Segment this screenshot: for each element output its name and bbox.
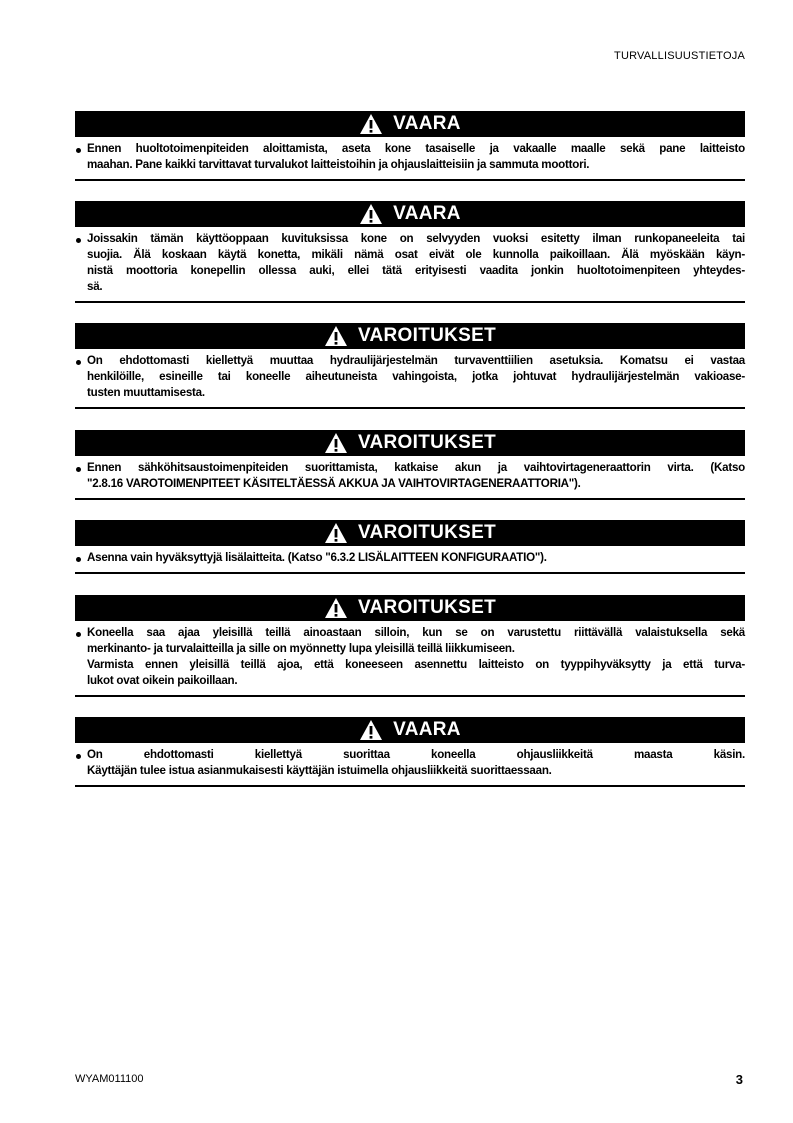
notice-title: VAROITUKSET — [357, 432, 497, 453]
safety-notice — [75, 430, 745, 500]
notice-text-line: Ennen sähköhitsaustoimenpiteiden suorittamista, katkaise akun ja vaihtovirtageneraattorin virta. (Katso — [87, 461, 745, 474]
notice-body — [75, 546, 745, 566]
notice-header — [75, 717, 745, 743]
notice-text-line: On ehdottomasti kiellettyä muuttaa hydraulijärjestelmän turvaventtiilien asetuksia. Komatsu ei vastaa — [87, 354, 745, 367]
divider — [75, 407, 745, 409]
divider — [75, 179, 745, 181]
warning-triangle-icon — [359, 203, 383, 225]
bullet-icon — [76, 148, 81, 153]
notice-text-line: merkinanto- ja turvalaitteilla ja sille on myönnetty lupa yleisillä teillä liikkumiseen. — [87, 642, 515, 655]
notice-text-line: sä. — [87, 280, 103, 293]
bullet-icon — [76, 467, 81, 472]
notice-text-line: maahan. Pane kaikki tarvittavat turvalukot laitteistoihin ja ohjauslaitteisiin ja sammuta moottori. — [87, 158, 590, 171]
notice-title: VAARA — [393, 113, 461, 134]
notice-text-line: Käyttäjän tulee istua asianmukaisesti käyttäjän istuimella ohjausliikkeitä suorittaessaan. — [87, 764, 552, 777]
notice-text-line: Asenna vain hyväksyttyjä lisälaitteita. (Katso "6.3.2 LISÄLAITTEEN KONFIGURAATIO"). — [87, 551, 547, 564]
notice-header — [75, 111, 745, 137]
bullet-icon — [76, 632, 81, 637]
bullet-icon — [76, 238, 81, 243]
warning-triangle-icon — [324, 432, 348, 454]
warning-triangle-icon — [324, 325, 348, 347]
notice-header — [75, 520, 745, 546]
notice-title: VAARA — [393, 203, 461, 224]
notice-text-line: suojia. Älä koskaan käytä konetta, mikäli nämä osat eivät ole kunnolla paikoillaan. Älä myöskään käyn- — [87, 248, 745, 261]
notice-header — [75, 430, 745, 456]
divider — [75, 785, 745, 787]
notice-header — [75, 323, 745, 349]
safety-notice — [75, 323, 745, 409]
safety-notice — [75, 201, 745, 303]
document-code: WYAM011100 — [75, 1073, 144, 1085]
page-number: 3 — [735, 1072, 743, 1087]
notice-body — [75, 743, 745, 779]
divider — [75, 695, 745, 697]
notice-text-line: lukot ovat oikein paikoillaan. — [87, 674, 238, 687]
notice-text-line: nistä moottoria konepellin ollessa auki, ellei tätä erityisesti vaadita jonkin huoltotoimenpiteen yhteydes- — [87, 264, 745, 277]
divider — [75, 572, 745, 574]
notice-title: VAARA — [393, 719, 461, 740]
notice-body — [75, 227, 745, 295]
notice-header — [75, 595, 745, 621]
bullet-icon — [76, 360, 81, 365]
notice-text-line: Koneella saa ajaa yleisillä teillä ainoastaan silloin, kun se on varustettu riittävällä valaistuksella sekä — [87, 626, 745, 639]
bullet-icon — [76, 557, 81, 562]
bullet-icon — [76, 754, 81, 759]
divider — [75, 301, 745, 303]
warning-triangle-icon — [324, 522, 348, 544]
safety-notice — [75, 111, 745, 181]
notice-title: VAROITUKSET — [357, 597, 497, 618]
notice-text-line: tusten muuttamisesta. — [87, 386, 205, 399]
notice-body — [75, 137, 745, 173]
notice-text-line: henkilöille, esineille tai koneelle aiheutuneista vahingoista, jotka johtuvat hydraulijärjestelmän vakioase- — [87, 370, 745, 383]
notice-text-line: On ehdottomasti kiellettyä suorittaa koneella ohjausliikkeitä maasta käsin. — [87, 748, 745, 761]
warning-triangle-icon — [359, 719, 383, 741]
warning-triangle-icon — [359, 113, 383, 135]
notice-title: VAROITUKSET — [357, 522, 497, 543]
notice-text-line: Varmista ennen yleisillä teillä ajoa, että koneeseen asennettu laitteisto on tyyppihyväksytty ja että turva- — [87, 658, 745, 671]
safety-notice — [75, 717, 745, 787]
notice-body — [75, 456, 745, 492]
notice-body — [75, 349, 745, 401]
notice-text-line: "2.8.16 VAROTOIMENPITEET KÄSITELTÄESSÄ AKKUA JA VAIHTOVIRTAGENERAATTORIA"). — [87, 477, 581, 490]
notice-text-line: Ennen huoltotoimenpiteiden aloittamista, aseta kone tasaiselle ja vakaalle maalle sekä pane laitteisto — [87, 142, 745, 155]
notice-header — [75, 201, 745, 227]
safety-notice — [75, 595, 745, 697]
divider — [75, 498, 745, 500]
warning-triangle-icon — [324, 597, 348, 619]
notice-text-line: Joissakin tämän käyttöoppaan kuvituksissa kone on selvyyden vuoksi esitetty ilman runkopaneeleita tai — [87, 232, 745, 245]
notice-title: VAROITUKSET — [357, 325, 497, 346]
section-header: TURVALLISUUSTIETOJA — [614, 50, 745, 62]
notice-body — [75, 621, 745, 689]
safety-notice — [75, 520, 745, 574]
